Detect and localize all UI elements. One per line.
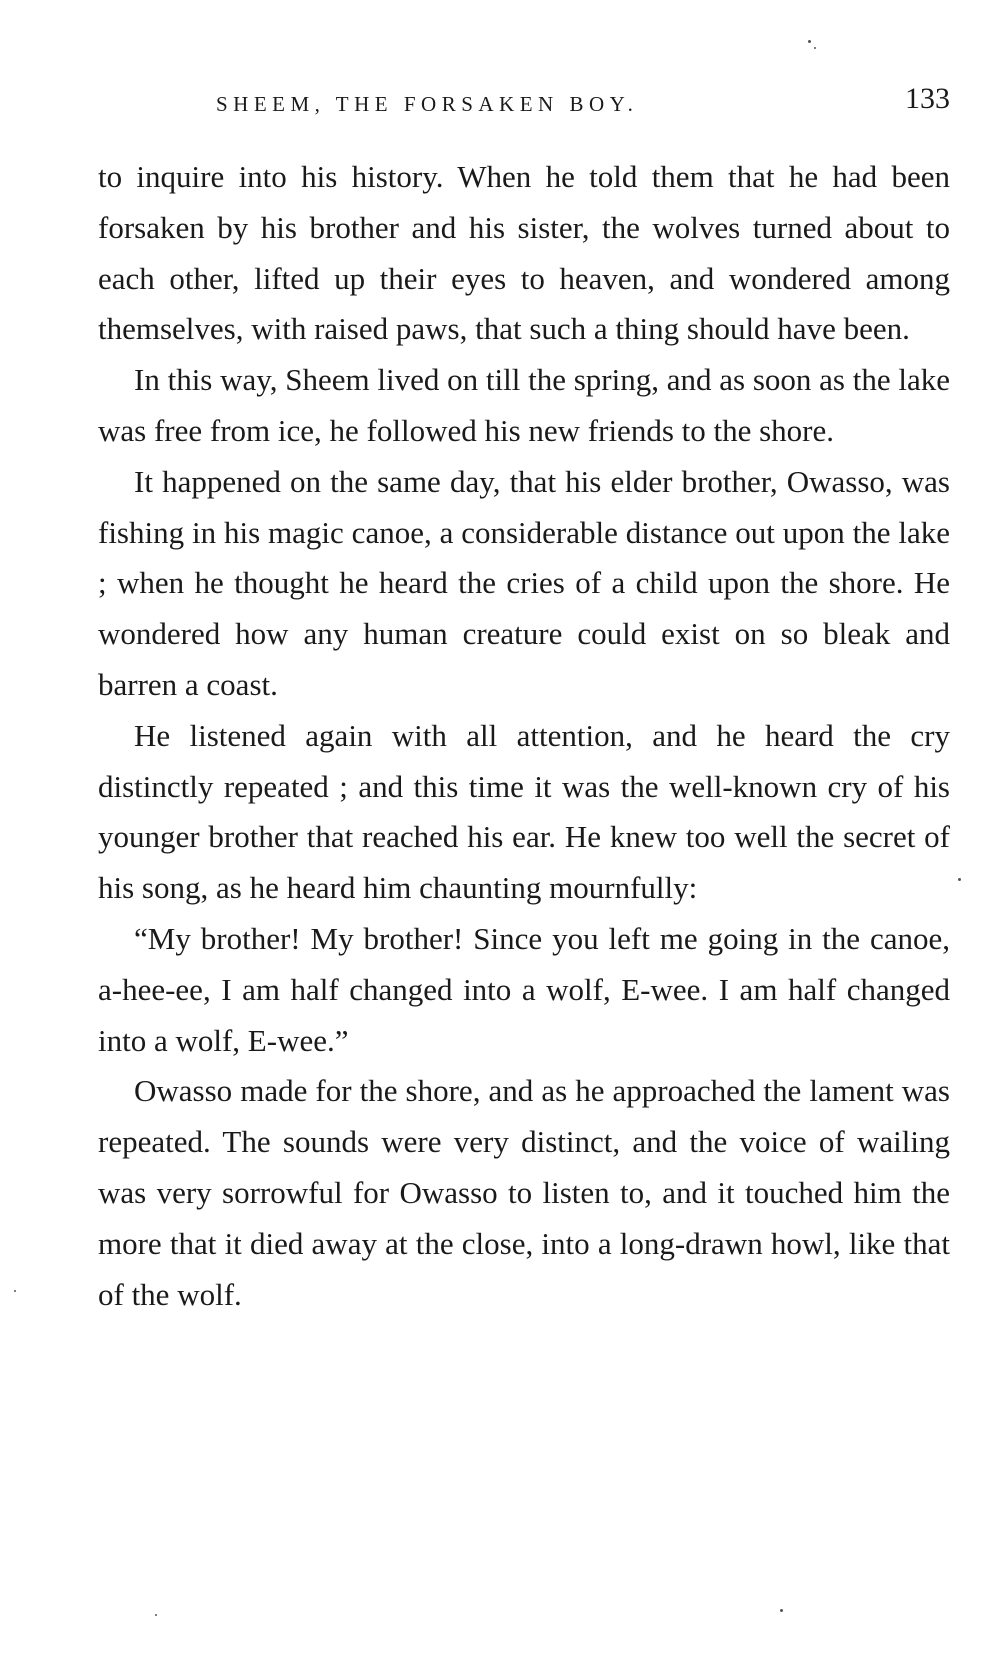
page-header — [96, 82, 950, 122]
paragraph: Owasso made for the shore, and as he approached the lament was repeated. The sounds were very distinct, and the voice of wailing was very sorrowful for Owasso to listen to, and it touched him the more that it died away at the close, into a long-drawn howl, like that of the wolf. — [98, 1073, 950, 1312]
print-speck — [155, 1614, 157, 1616]
running-head: SHEEM, THE FORSAKEN BOY. — [216, 92, 639, 116]
paragraph: He listened again with all attention, and he heard the cry distinctly repeated ; and this time it was the well-known cry of his younger brother that reached his ear. He knew too well the secret of his song, as he heard him chaunting mournfully: — [98, 717, 950, 906]
print-speck — [780, 1609, 783, 1612]
print-speck — [958, 878, 961, 881]
paragraph-continued: to inquire into his history. When he told them that he had been forsaken by his brother and his sister, the wolves turned about to each other, lifted up their eyes to heaven, and wondered among themselves, with raised paws, that such a thing should have been. — [98, 159, 950, 347]
paragraph-song: “My brother! My brother! Since you left me going in the canoe, a-hee-ee, I am half changed into a wolf, E-wee. I am half changed into a wolf, E-wee.” — [98, 920, 950, 1058]
paragraph: It happened on the same day, that his elder brother, Owasso, was fishing in his magic canoe, a considerable distance out upon the lake ; when he thought he heard the cries of a child upon the shore. He wondered how any human creature could exist on so bleak and barren a coast. — [98, 463, 950, 702]
paragraph: In this way, Sheem lived on till the spring, and as soon as the lake was free from ice, he followed his new friends to the shore. — [98, 362, 950, 448]
print-speck — [14, 1290, 16, 1292]
print-speck — [808, 40, 811, 43]
body-text — [98, 152, 950, 1320]
print-speck — [814, 47, 816, 49]
page-number: 133 — [905, 82, 950, 115]
